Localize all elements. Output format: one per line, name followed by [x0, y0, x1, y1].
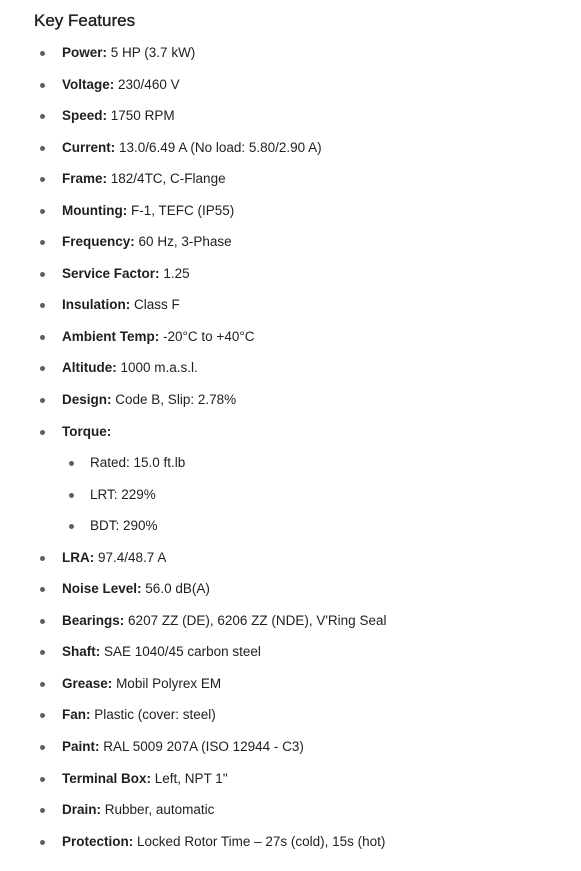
feature-value: F-1, TEFC (IP55)	[131, 202, 235, 218]
list-item	[34, 605, 386, 637]
list-item	[34, 258, 386, 290]
list-item	[34, 826, 386, 858]
feature-value: RAL 5009 207A (ISO 12944 - C3)	[103, 739, 304, 755]
feature-label: Design:	[62, 392, 112, 408]
sub-list-item: Rated: 15.0 ft.lb	[62, 447, 386, 479]
list-item	[34, 321, 386, 353]
list-item	[34, 289, 386, 321]
feature-value: -20°C to +40°C	[163, 328, 255, 344]
list-item	[34, 542, 386, 574]
feature-label: Mounting:	[62, 202, 128, 218]
key-features-section	[34, 10, 574, 849]
feature-value: Rubber, automatic	[104, 802, 215, 818]
feature-label: Paint:	[62, 739, 100, 755]
list-item	[34, 37, 386, 69]
list-item	[34, 794, 386, 826]
list-item	[34, 636, 386, 668]
feature-value: 5 HP (3.7 kW)	[110, 45, 196, 60]
feature-label: Current:	[62, 139, 116, 155]
feature-value: 6207 ZZ (DE), 6206 ZZ (NDE), V'Ring Seal	[128, 612, 387, 628]
feature-value: Class F	[134, 297, 180, 313]
section-heading: Key Features	[34, 11, 136, 30]
feature-value: 1.25	[163, 265, 190, 281]
feature-label: Voltage:	[62, 76, 115, 92]
sub-list-item: BDT: 290%	[62, 510, 386, 542]
sub-list-item: LRT: 229%	[62, 479, 386, 511]
list-item	[34, 416, 386, 542]
list-item	[34, 763, 386, 795]
list-item	[34, 69, 386, 101]
feature-value: 13.0/6.49 A (No load: 5.80/2.90 A)	[119, 139, 322, 155]
feature-value: SAE 1040/45 carbon steel	[104, 644, 261, 660]
feature-value: Plastic (cover: steel)	[94, 707, 216, 723]
feature-value: 60 Hz, 3-Phase	[138, 234, 232, 250]
feature-label: LRA:	[62, 549, 95, 565]
feature-label: Ambient Temp:	[62, 328, 160, 344]
list-item	[34, 195, 386, 227]
feature-label: Insulation:	[62, 297, 131, 313]
feature-list	[34, 37, 386, 857]
list-item	[34, 731, 386, 763]
feature-value: 56.0 dB(A)	[145, 581, 210, 597]
list-item	[34, 100, 386, 132]
feature-label: Power:	[62, 45, 108, 60]
feature-value: 230/460 V	[118, 76, 180, 92]
feature-value: 1750 RPM	[110, 108, 175, 124]
feature-label: Altitude:	[62, 360, 117, 376]
feature-value: Mobil Polyrex EM	[116, 675, 222, 691]
feature-label: Service Factor:	[62, 265, 160, 281]
feature-value: 97.4/48.7 A	[98, 549, 167, 565]
feature-value: Locked Rotor Time – 27s (cold), 15s (hot)	[137, 833, 386, 849]
feature-value: Left, NPT 1"	[154, 770, 228, 786]
feature-label: Speed:	[62, 108, 108, 124]
feature-label: Shaft:	[62, 644, 101, 660]
list-item	[34, 226, 386, 258]
feature-label: Protection:	[62, 833, 134, 849]
list-item	[34, 573, 386, 605]
feature-value: 182/4TC, C-Flange	[110, 171, 226, 187]
feature-label: Frame:	[62, 171, 108, 187]
feature-label: Grease:	[62, 675, 113, 691]
list-item	[34, 163, 386, 195]
feature-label: Frequency:	[62, 234, 135, 250]
list-item	[34, 668, 386, 700]
feature-label: Terminal Box:	[62, 770, 152, 786]
feature-label: Fan:	[62, 707, 91, 723]
feature-label: Drain:	[62, 802, 102, 818]
feature-label: Torque:	[62, 423, 112, 439]
feature-label: Bearings:	[62, 612, 125, 628]
list-item	[34, 352, 386, 384]
list-item	[34, 384, 386, 416]
feature-value: Code B, Slip: 2.78%	[115, 392, 237, 408]
sub-list	[62, 447, 386, 542]
feature-value: 1000 m.a.s.l.	[120, 360, 198, 376]
list-item	[34, 699, 386, 731]
list-item	[34, 132, 386, 164]
feature-label: Noise Level:	[62, 581, 142, 597]
